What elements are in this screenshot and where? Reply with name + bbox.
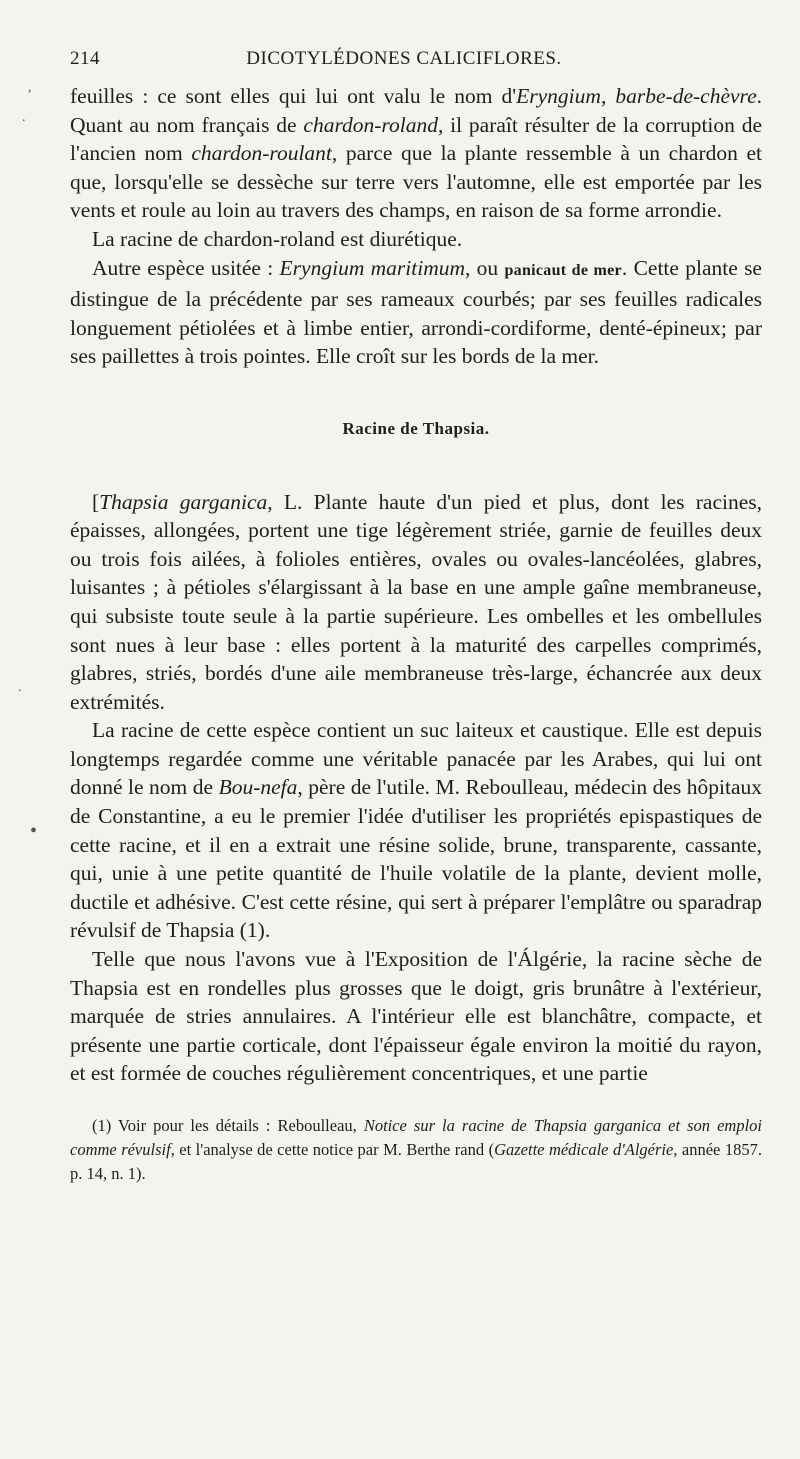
paragraph: [Thapsia garganica, L. Plante haute d'un pied et plus, dont les racines, épaisses, allongées, portent une tige légèrement striée, garnie de feuilles deux ou trois fois ailées, à folioles entières, ovales ou ovales-lancéolées, glabres, luisantes ; à pétioles s'élargissant à la base en une ample gaîne membraneuse, qui subsiste toute seule à la partie supérieure. Les ombelles et les ombellules sont nues à leur base : elles portent à la maturité des carpelles comprimés, glabres, striés, bordés d'une aile membraneuse très-large, échancrée aux deux extrémités. [70,489,762,714]
margin-mark: . [22,110,26,125]
paragraph: Telle que nous l'avons vue à l'Exposition de l'Álgérie, la racine sèche de Thapsia est en rondelles plus grosses que le doigt, gris brunâtre à l'extérieur, marquée de stries annulaires. A l'intérieur elle est blanchâtre, compacte, et présente une partie corticale, dont l'épaisseur égale environ la moitié du rayon, et est formée de couches régulièrement concentriques, et une partie [70,947,762,1086]
paragraph: La racine de cette espèce contient un suc laiteux et caustique. Elle est depuis longtemps regardée comme une véritable panacée par les Arabes, qui lui ont donné le nom de Bou-nefa, père de l'utile. M. Reboulleau, médecin des hôpitaux de Constantine, a eu le premier l'idée d'utiliser les propriétés epispastiques de cette racine, et il en a extrait une résine solide, brune, transparente, cassante, qui, unie à une petite quantité de l'huile volatile de la plante, devient molle, ductile et adhésive. C'est cette résine, qui sert à préparer l'emplâtre ou sparadrap révulsif de Thapsia (1). [70,718,762,943]
margin-mark: . [18,680,22,695]
running-title: DICOTYLÉDONES CALICIFLORES. [246,48,562,69]
margin-mark: , [28,80,32,95]
paragraph: Autre espèce usitée : Eryngium maritimum, ou panicaut de mer. Cette plante se distingue de la précédente par ses rameaux courbés; par ses feuilles radicales longuement pétiolées et à limbe entier, arrondi-cordiforme, denté-épineux; par ses paillettes à trois pointes. Elle croît sur les bords de la mer. [70,255,762,369]
margin-mark: • [30,820,38,842]
footnote: (1) Voir pour les détails : Reboulleau, Notice sur la racine de Thapsia garganica et son emploi comme révulsif, et l'analyse de cette notice par M. Berthe rand (Gazette médicale d'Algérie, année 1857. p. 14, n. 1). [70,1116,762,1183]
book-page [70,48,762,1186]
page-number: 214 [70,48,100,69]
body-text [70,82,762,1088]
paragraph: La racine de chardon-roland est diurétique. [92,226,463,251]
section-title: Racine de Thapsia. [342,418,490,438]
paragraph: feuilles : ce sont elles qui lui ont valu le nom d'Eryngium, barbe-de-chèvre. Quant au nom français de chardon-roland, il paraît résulter de la corruption de l'ancien nom chardon-roulant, parce que la plante ressemble à un chardon et que, lorsqu'elle se dessèche sur terre vers l'automne, elle est emportée par les vents et roule au loin au travers des champs, en raison de sa forme arrondie. [70,84,763,223]
page-header [70,48,762,82]
